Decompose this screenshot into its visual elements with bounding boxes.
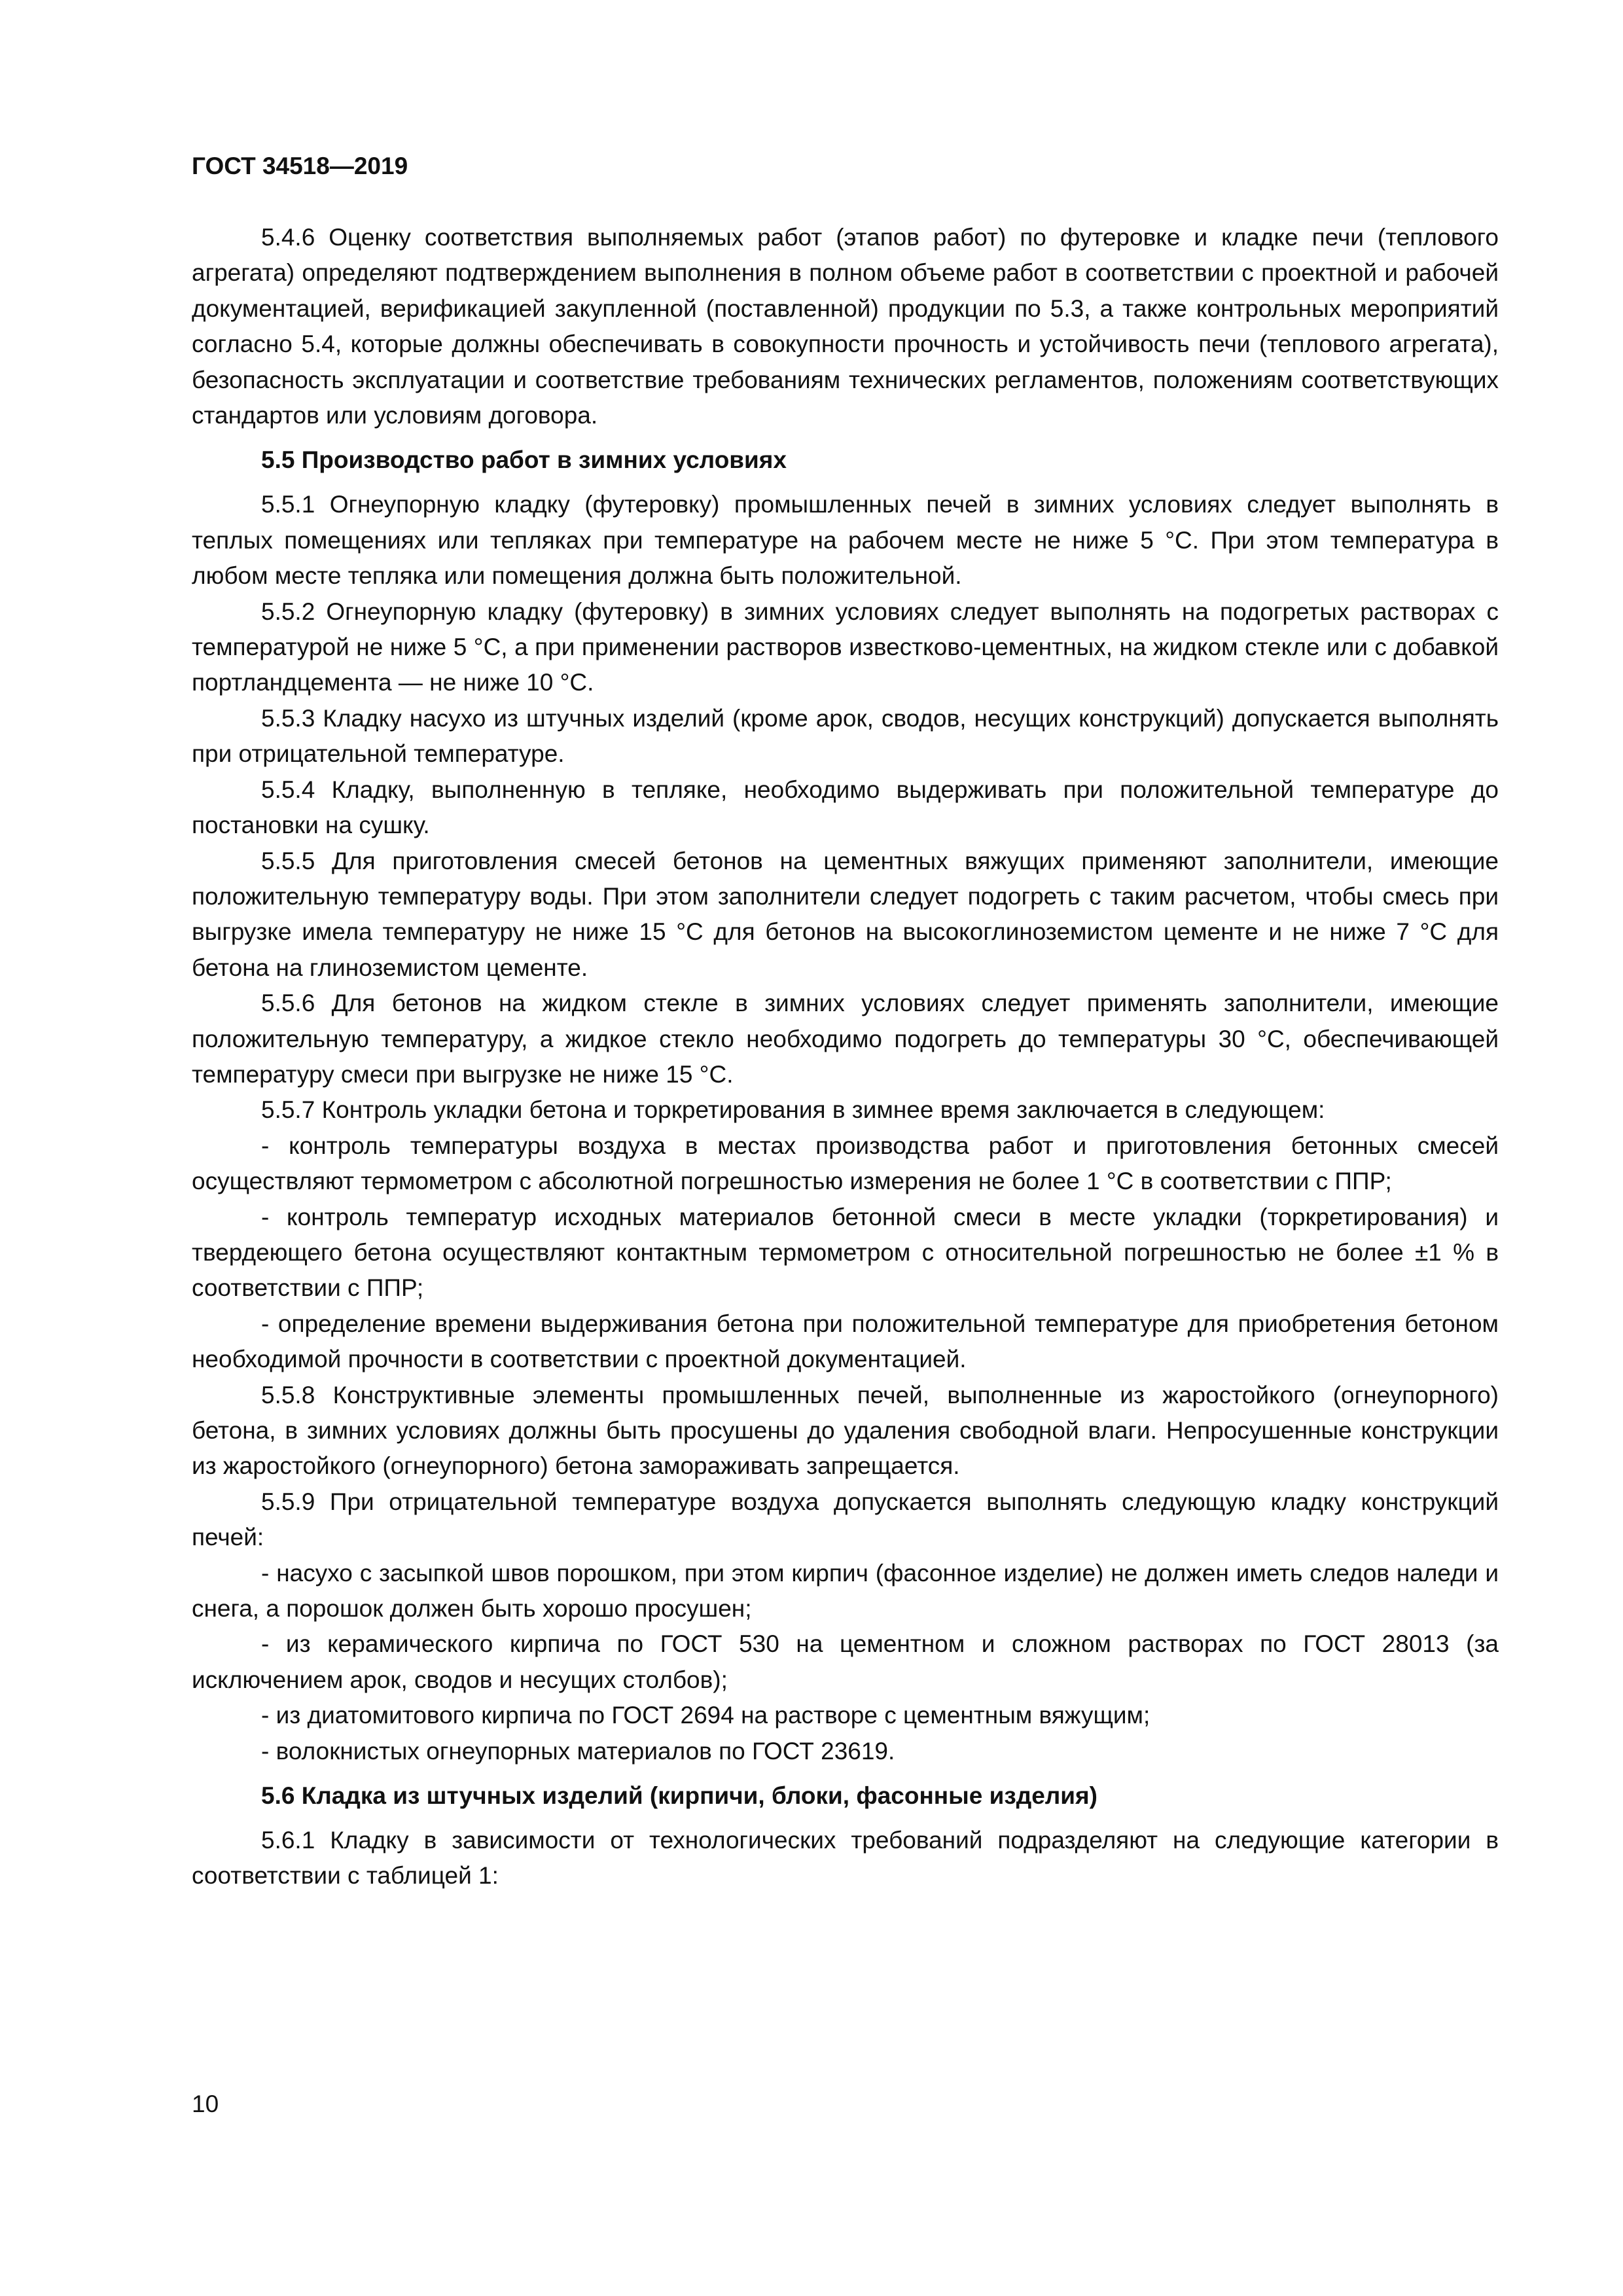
paragraph-5-5-8: 5.5.8 Конструктивные элементы промышленных печей, выполненные из жаростойкого (огнеупорного) бетона, в зимних условиях должны быть просушены до удаления свободной влаги. Непросушенные конструкции из жаростойкого (огнеупорного) бетона замораживать запрещается.: [192, 1381, 1499, 1480]
paragraph-5-5-1: 5.5.1 Огнеупорную кладку (футеровку) промышленных печей в зимних условиях следует выполнять в теплых помещениях или тепляках при температуре на рабочем месте не ниже 5 °С. При этом температура в любом месте тепляка или помещения должна быть положительной.: [192, 491, 1499, 590]
list-item-5-5-7-a: - контроль температуры воздуха в местах производства работ и приготовления бетонных смесей осуществляют термометром с абсолютной погрешностью измерения не более 1 °С в соответствии с ППР;: [192, 1132, 1499, 1195]
paragraph-5-6-1: 5.6.1 Кладку в зависимости от технологических требований подразделяют на следующие категории в соответствии с таблицей 1:: [192, 1827, 1499, 1890]
list-item-5-5-7-b: - контроль температур исходных материалов бетонной смеси в месте укладки (торкретирования) и твердеющего бетона осуществляют контактным термометром с относительной погрешностью не более ±1 % в соответствии с ППР;: [192, 1203, 1499, 1302]
section-heading-5-5: 5.5 Производство работ в зимних условиях: [261, 446, 787, 474]
paragraph-5-5-2: 5.5.2 Огнеупорную кладку (футеровку) в зимних условиях следует выполнять на подогретых растворах с температурой не ниже 5 °С, а при применении растворов известково-цементных, на жидком стекле или с добавкой портландцемента — не ниже 10 °С.: [192, 598, 1499, 696]
list-item-5-5-9-a: - насухо с засыпкой швов порошком, при этом кирпич (фасонное изделие) не должен иметь следов наледи и снега, а порошок должен быть хорошо просушен;: [192, 1559, 1499, 1623]
standard-designation: ГОСТ 34518—2019: [192, 152, 408, 179]
list-item-5-5-9-d: - волокнистых огнеупорных материалов по ГОСТ 23619.: [261, 1737, 895, 1765]
page-number: 10: [192, 2090, 219, 2117]
paragraph-5-4-6: 5.4.6 Оценку соответствия выполняемых работ (этапов работ) по футеровке и кладке печи (теплового агрегата) определяют подтверждением выполнения в полном объеме работ в соответствии с проектной и рабочей документацией, верификацией закупленной (поставленной) продукции по 5.3, а также контрольных мероприятий согласно 5.4, которые должны обеспечивать в совокупности прочность и устойчивость печи (теплового агрегата), безопасность эксплуатации и соответствие требованиям технических регламентов, положениям соответствующих стандартов или условиям договора.: [192, 224, 1499, 429]
section-heading-5-6: 5.6 Кладка из штучных изделий (кирпичи, блоки, фасонные изделия): [261, 1782, 1097, 1810]
paragraph-5-5-4: 5.5.4 Кладку, выполненную в тепляке, необходимо выдерживать при положительной температуре до постановки на сушку.: [192, 776, 1499, 839]
paragraph-5-5-9: 5.5.9 При отрицательной температуре воздуха допускается выполнять следующую кладку конструкций печей:: [192, 1488, 1499, 1551]
list-item-5-5-7-c: - определение времени выдерживания бетона при положительной температуре для приобретения бетоном необходимой прочности в соответствии с проектной документацией.: [192, 1310, 1499, 1373]
paragraph-5-5-6: 5.5.6 Для бетонов на жидком стекле в зимних условиях следует применять заполнители, имеющие положительную температуру, а жидкое стекло необходимо подогреть до температуры 30 °С, обеспечивающей температуру смеси при выгрузке не ниже 15 °С.: [192, 990, 1499, 1088]
paragraph-5-5-3: 5.5.3 Кладку насухо из штучных изделий (кроме арок, сводов, несущих конструкций) допускается выполнять при отрицательной температуре.: [192, 704, 1499, 768]
paragraph-5-5-7: 5.5.7 Контроль укладки бетона и торкретирования в зимнее время заключается в следующем:: [261, 1096, 1325, 1124]
document-body: [192, 220, 1499, 1894]
list-item-5-5-9-b: - из керамического кирпича по ГОСТ 530 на цементном и сложном растворах по ГОСТ 28013 (за исключением арок, сводов и несущих столбов);: [192, 1630, 1499, 1693]
paragraph-5-5-5: 5.5.5 Для приготовления смесей бетонов на цементных вяжущих применяют заполнители, имеющие положительную температуру воды. При этом заполнители следует подогреть с таким расчетом, чтобы смесь при выгрузке имела температуру не ниже 15 °С для бетонов на высокоглиноземистом цементе и не ниже 7 °С для бетона на глиноземистом цементе.: [192, 847, 1499, 981]
list-item-5-5-9-c: - из диатомитового кирпича по ГОСТ 2694 на растворе с цементным вяжущим;: [261, 1702, 1150, 1729]
